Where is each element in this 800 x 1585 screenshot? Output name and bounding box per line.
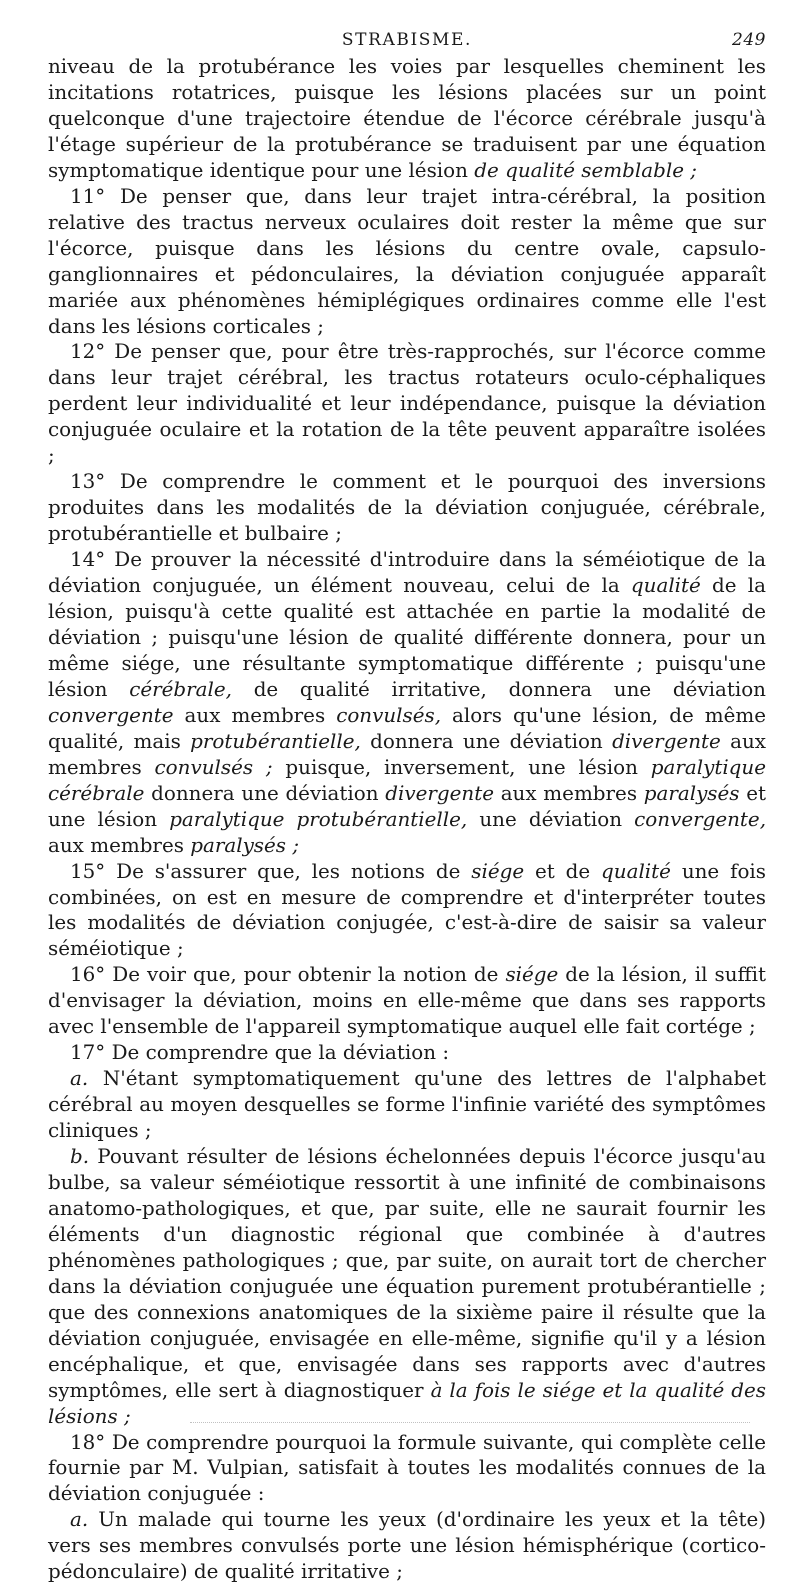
paragraph-17b [48, 1144, 766, 1429]
emphasis: paralysés ; [190, 833, 300, 857]
text-run: et de [524, 859, 602, 883]
item-label: a. [70, 1508, 89, 1532]
text-run: aux membres [48, 833, 191, 857]
emphasis: à la fois le siége et la qualité des lésions ; [48, 1378, 766, 1428]
text-run: de la lésion, il suffit d'envisager la déviation, moins en elle-même que dans ses rapports avec l'ensemble de l'appareil symptomatique auquel elle fait cortége ; [48, 963, 767, 1039]
text-run: une déviation [467, 807, 635, 831]
running-header [48, 28, 766, 54]
paragraph-17a [48, 1066, 766, 1144]
text-run: 14° De prouver la nécessité d'introduire dans la séméiotique de la déviation conjuguée, un élément nouveau, celui de la [48, 548, 766, 598]
emphasis: siége [505, 963, 559, 987]
paragraph-14 [48, 547, 766, 858]
text-run: 16° De voir que, pour obtenir la notion de [70, 963, 506, 987]
paragraph-text: Un malade qui tourne les yeux (d'ordinaire les yeux et la tête) vers ses membres convulsés porte une lésion hémisphérique (cortico-pédonculaire) de qualité irritative ; [48, 1508, 766, 1584]
emphasis: qualité [601, 859, 671, 883]
emphasis: paralytique cérébrale [48, 755, 766, 805]
paragraph-text: 11° De penser que, dans leur trajet intra-cérébral, la position relative des tractus nerveux oculaires doit rester la même que sur l'écorce, puisque dans les lésions du centre ovale, capsulo-ganglionnaires et pédonculaires, la déviation conjuguée apparaît mariée aux phénomènes hémiplégiques ordinaires comme elle l'est dans les lésions corticales ; [48, 184, 766, 338]
paragraph-text: 17° De comprendre que la déviation : [70, 1041, 450, 1065]
text-run: de la lésion, puisqu'à cette qualité est attachée en partie la modalité de déviation ; puisqu'une lésion de qualité différente donnera, pour un même siége, une résultante symptomatique différente ; puisqu'une lésion [48, 574, 766, 701]
emphasis: siége [471, 859, 525, 883]
emphasis: paralytique protubérantielle, [169, 807, 468, 831]
paragraph-18a [48, 1507, 766, 1585]
emphasis: convulsés, [336, 703, 442, 727]
bottom-bleed-rule [190, 1422, 750, 1423]
emphasis: qualité [630, 574, 701, 598]
text-run: aux membres [48, 729, 766, 779]
page-body [48, 54, 766, 1585]
paragraph-text: niveau de la protubérance les voies par lesquelles cheminent les incitations rotatrices, puisque les lésions placées sur un point quelconque d'une trajectoire étendue de l'écorce cérébrale jusqu'à l'étage supérieur de la protubérance se traduisent par une équation symptomatique identique pour une lésion [48, 55, 766, 182]
text-run: une fois combinées, on est en mesure de comprendre et d'interpréter toutes les modalités de déviation conjugée, c'est-à-dire de saisir sa valeur séméiotique ; [48, 859, 766, 961]
paragraph-18 [48, 1430, 766, 1508]
emphasis: de qualité semblable ; [474, 158, 697, 182]
paragraph-text: 12° De penser que, pour être très-rapprochés, sur l'écorce comme dans leur trajet cérébral, les tractus rotateurs oculo-céphaliques perdent leur individualité et leur indépendance, puisque la déviation conjuguée oculaire et la rotation de la tête peuvent apparaître isolées ; [48, 340, 766, 468]
text-run: de qualité irritative, donnera une déviation [231, 677, 766, 701]
page-number: 249 [732, 30, 766, 50]
book-page [48, 28, 766, 1585]
text-run: puisque, inversement, une lésion [272, 755, 651, 779]
text-run: 15° De s'assurer que, les notions de [70, 859, 472, 883]
emphasis: convergente, [634, 807, 767, 831]
paragraph-13 [48, 469, 766, 547]
emphasis: protubérantielle, [190, 729, 361, 753]
item-label: a. [70, 1067, 89, 1091]
paragraph-text: 13° De comprendre le comment et le pourquoi des inversions produites dans les modalités de la déviation conjuguée, cérébrale, protubérantielle et bulbaire ; [48, 470, 766, 546]
emphasis: convulsés ; [154, 755, 273, 779]
paragraph-text: Pouvant résulter de lésions échelonnées depuis l'écorce jusqu'au bulbe, sa valeur séméiotique ressortit à une infinité de combinaisons anatomo-pathologiques, et que, par suite, elle ne saurait fournir les éléments d'un diagnostic régional que combinée à d'autres phénomènes pathologiques ; que, par suite, on aurait tort de chercher dans la déviation conjuguée une équation purement protubérantielle ; que des connexions anatomiques de la sixième paire il résulte que la déviation conjuguée, envisagée en elle-même, signifie qu'il y a lésion encéphalique, et que, envisagée dans ses rapports avec d'autres symptômes, elle sert à diagnostiquer [48, 1145, 766, 1402]
paragraph-16 [48, 962, 766, 1040]
paragraph-11 [48, 184, 766, 340]
emphasis: cérébrale, [129, 677, 232, 701]
item-label: b. [70, 1145, 90, 1169]
text-run: et une lésion [48, 781, 766, 831]
paragraph-12 [48, 339, 766, 469]
paragraph-15 [48, 859, 766, 963]
text-run: alors qu'une lésion, de même qualité, mais [48, 703, 766, 753]
emphasis: divergente [612, 729, 721, 753]
paragraph-17 [48, 1040, 766, 1066]
emphasis: paralysés [643, 781, 740, 805]
paragraph-text: N'étant symptomatiquement qu'une des lettres de l'alphabet cérébral au moyen desquelles se forme l'infinie variété des symptômes cliniques ; [48, 1067, 766, 1143]
paragraph-continuation [48, 54, 766, 184]
emphasis: convergente [48, 703, 174, 727]
text-run: aux membres [173, 703, 337, 727]
emphasis: divergente [385, 781, 494, 805]
text-run: aux membres [493, 781, 644, 805]
running-title: STRABISME. [341, 30, 473, 50]
paragraph-text: 18° De comprendre pourquoi la formule suivante, qui complète celle fournie par M. Vulpian, satisfait à toutes les modalités connues de la déviation conjuguée : [48, 1430, 766, 1506]
text-run: donnera une déviation [144, 781, 386, 805]
text-run: donnera une déviation [360, 729, 613, 753]
